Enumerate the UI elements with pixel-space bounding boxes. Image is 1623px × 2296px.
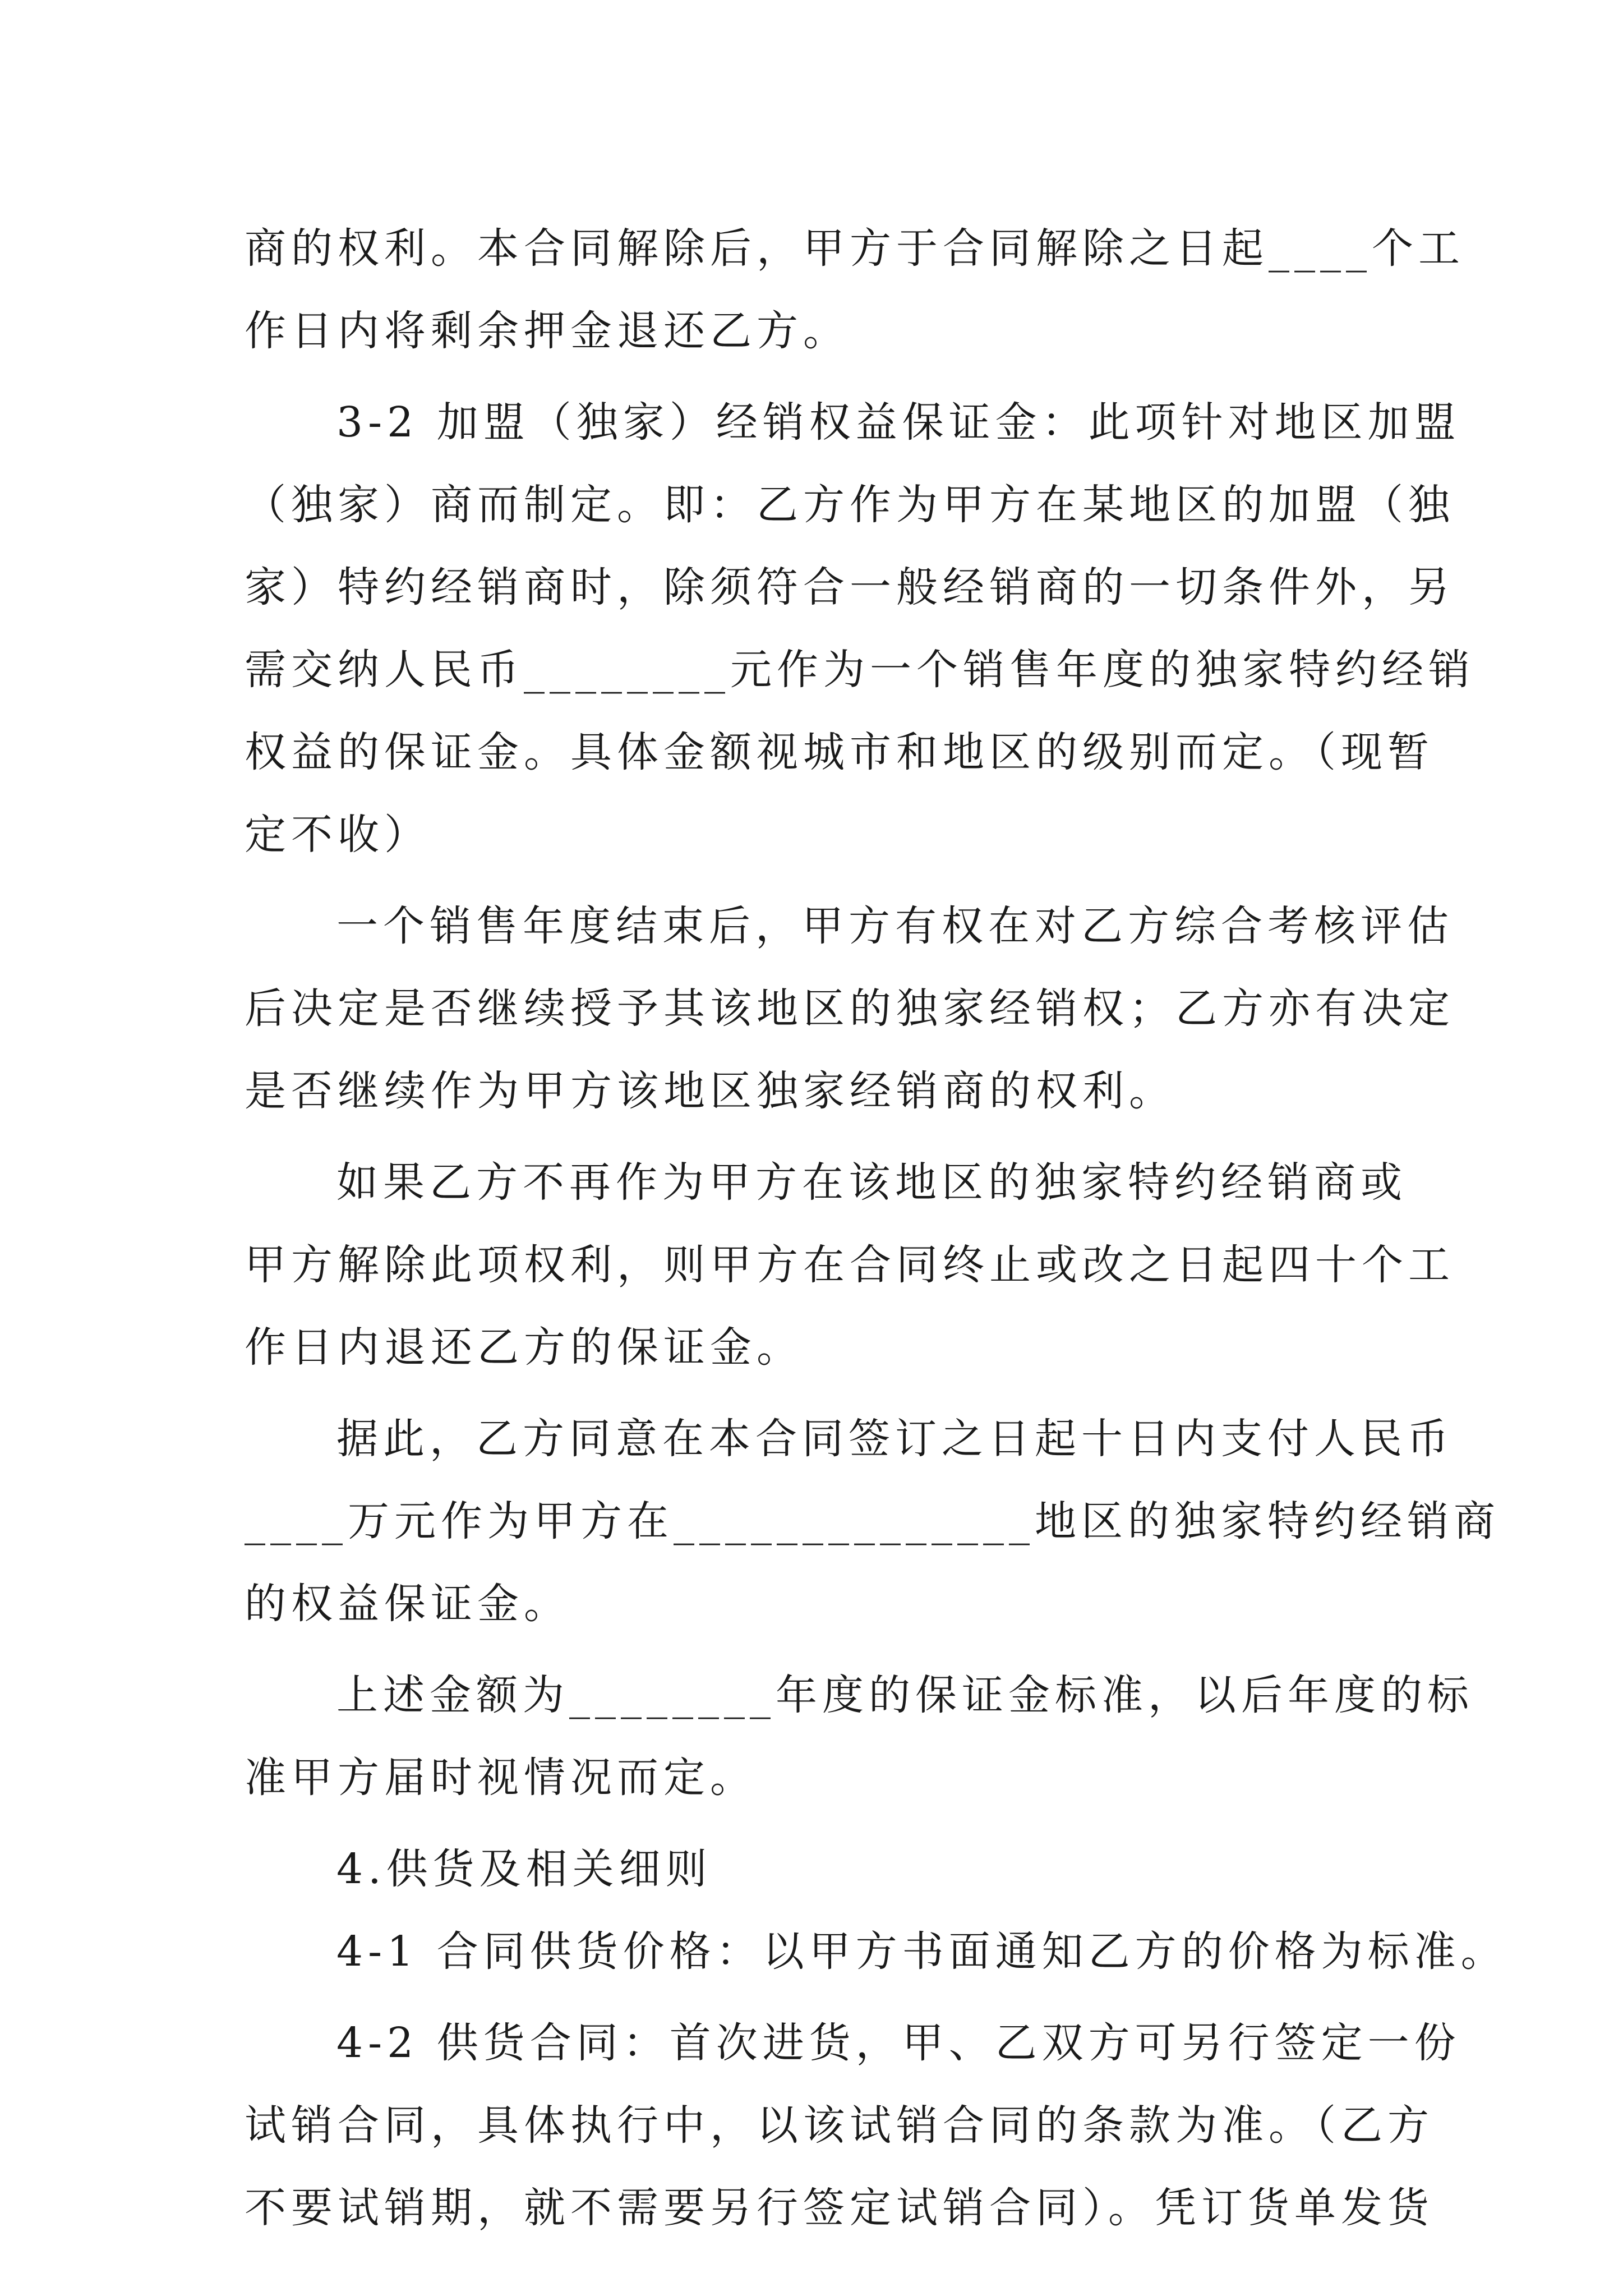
text-line: 定不收）: [245, 811, 431, 859]
paragraph-start: 据此，乙方同意在本合同签订之日起十日内支付人民币: [336, 1415, 1454, 1463]
text-line: 试销合同，具体执行中，以该试销合同的条款为准。（乙方: [245, 2101, 1434, 2150]
text-line: 后决定是否继续授予其该地区的独家经销权；乙方亦有决定: [245, 984, 1455, 1033]
paragraph-start: 上述金额为________年度的保证金标准，以后年度的标: [336, 1671, 1474, 1719]
text-line: 准甲方届时视情况而定。: [245, 1754, 757, 1802]
text-line: （独家）商而制定。即：乙方作为甲方在某地区的加盟（独: [245, 481, 1455, 529]
text-line: 的权益保证金。: [245, 1580, 570, 1628]
text-line: 是否继续作为甲方该地区独家经销商的权利。: [245, 1067, 1175, 1115]
text-line: 需交纳人民币________元作为一个销售年度的独家特约经销: [245, 646, 1475, 694]
text-line: 作日内退还乙方的保证金。: [245, 1323, 803, 1372]
text-line: 家）特约经销商时，除须符合一般经销商的一切条件外，另: [245, 563, 1455, 611]
paragraph-start: 3-2 加盟（独家）经销权益保证金：此项针对地区加盟: [336, 398, 1461, 447]
text-line: 商的权利。本合同解除后，甲方于合同解除之日起____个工: [245, 224, 1465, 273]
text-line: ____万元作为甲方在______________地区的独家特约经销商: [245, 1497, 1500, 1545]
paragraph-start: 一个销售年度结束后，甲方有权在对乙方综合考核评估: [336, 902, 1454, 950]
text-line: 作日内将剩余押金退还乙方。: [245, 307, 850, 355]
text-line: 不要试销期，就不需要另行签定试销合同）。凭订货单发货: [245, 2184, 1434, 2232]
paragraph-start: 如果乙方不再作为甲方在该地区的独家特约经销商或: [336, 1158, 1407, 1207]
text-line: 权益的保证金。具体金额视城市和地区的级别而定。（现暂: [245, 728, 1434, 776]
paragraph-start: 4-2 供货合同：首次进货，甲、乙双方可另行签定一份: [336, 2019, 1461, 2067]
document-body: [245, 208, 1507, 2249]
text-line: 甲方解除此项权利，则甲方在合同终止或改之日起四十个工: [245, 1241, 1455, 1289]
section-heading: 4.供货及相关细则: [336, 1845, 712, 1893]
paragraph-start: 4-1 合同供货价格：以甲方书面通知乙方的价格为标准。: [336, 1927, 1507, 1976]
